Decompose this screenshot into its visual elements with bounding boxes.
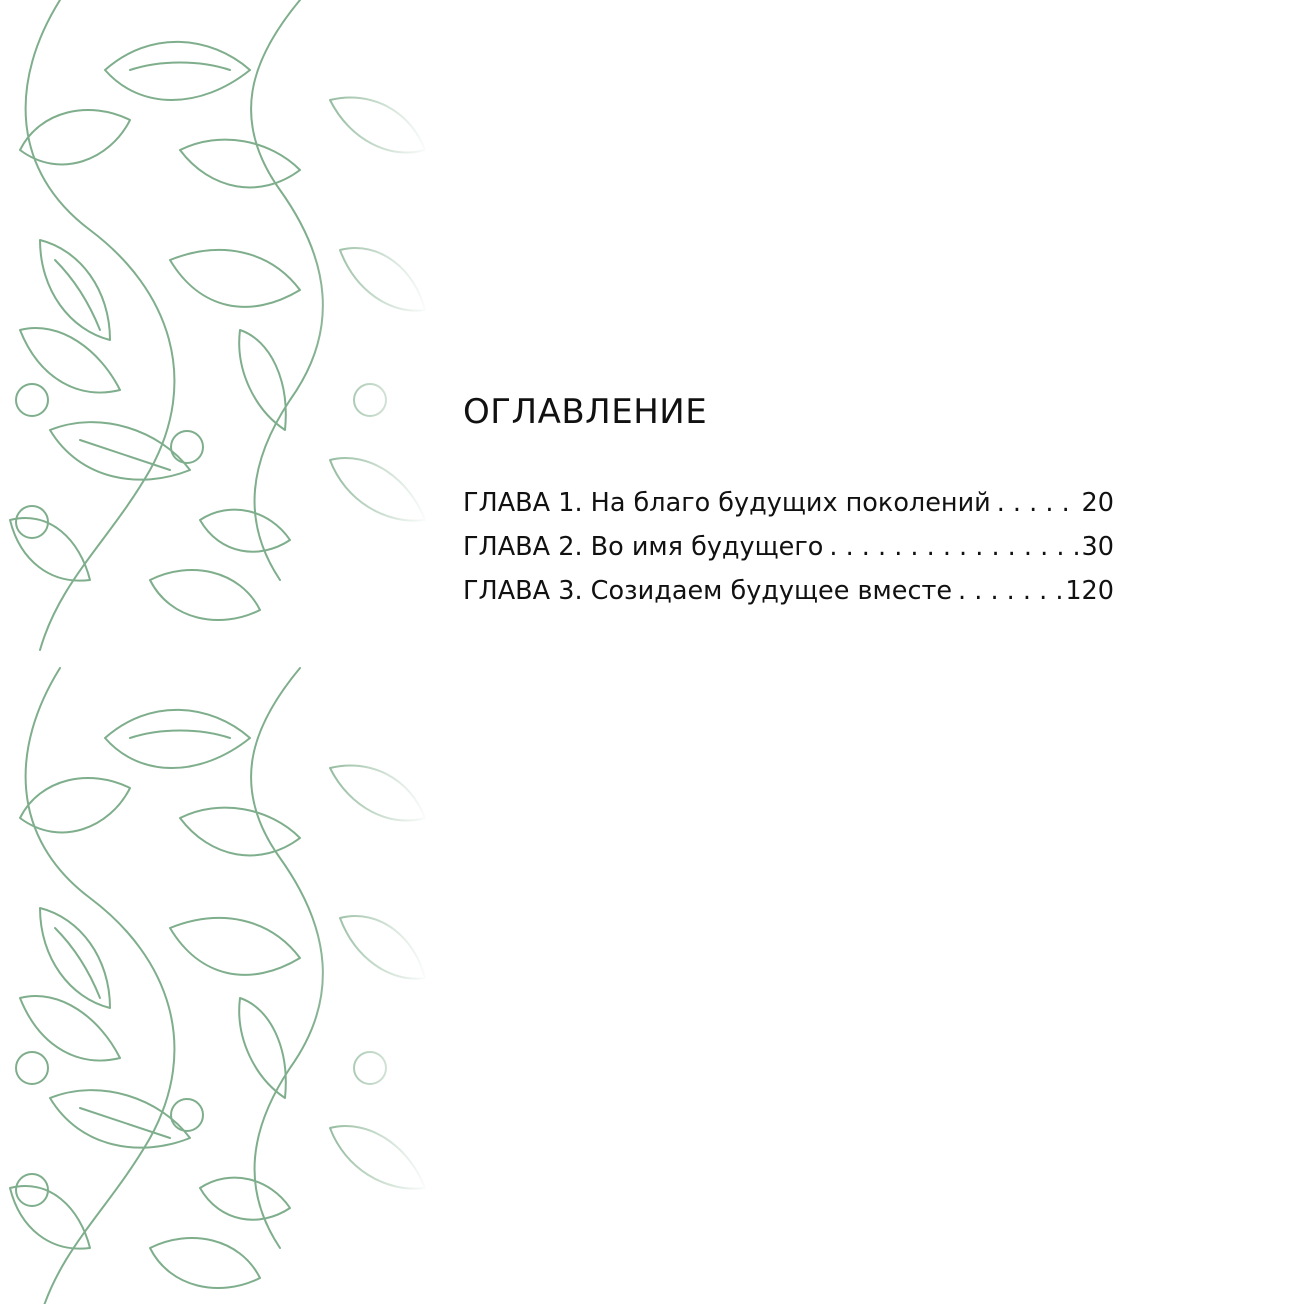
leaf-pattern-icon — [0, 0, 430, 1304]
toc-entry-page: 20 — [1081, 487, 1114, 518]
toc-entry-page: 120 — [1065, 575, 1114, 606]
toc-list — [463, 481, 1123, 613]
toc-entry-chapter-2[interactable] — [463, 525, 1114, 569]
table-of-contents — [463, 392, 1123, 613]
toc-dot-leader — [829, 525, 1077, 569]
toc-entry-chapter-3[interactable] — [463, 569, 1114, 613]
toc-entry-label: ГЛАВА 2. Во имя будущего — [463, 531, 824, 562]
toc-title: ОГЛАВЛЕНИЕ — [463, 392, 708, 432]
toc-entry-label: ГЛАВА 3. Созидаем будущее вместе — [463, 575, 953, 606]
toc-entry-page: 30 — [1081, 531, 1114, 562]
toc-entry-label: ГЛАВА 1. На благо будущих поколений — [463, 487, 991, 518]
toc-entry-chapter-1[interactable] — [463, 481, 1114, 525]
toc-dot-leader — [958, 569, 1061, 613]
toc-dot-leader — [997, 481, 1078, 525]
leaf-ornament-border — [0, 0, 430, 1304]
